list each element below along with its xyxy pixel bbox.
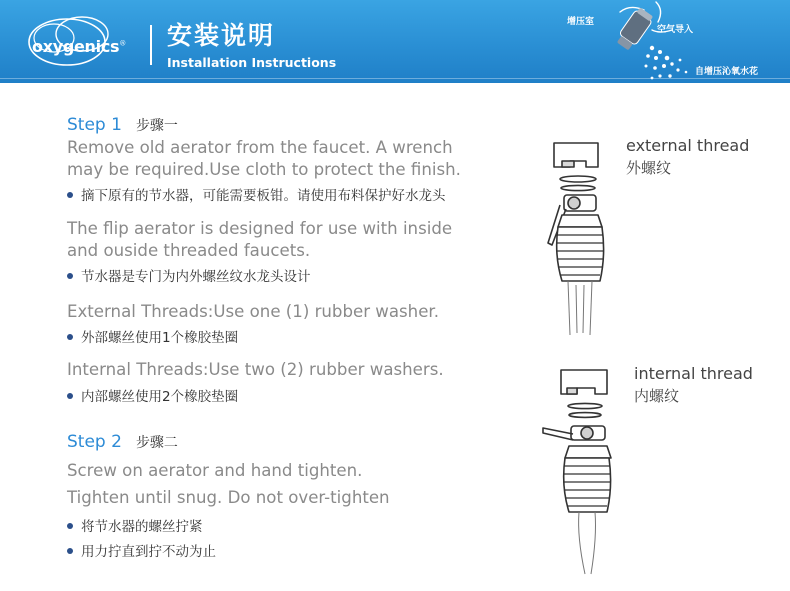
step2-bullet-tighten: 用力拧直到拧不动为止 (67, 543, 216, 561)
external-thread-label-cn: 外螺纹 (626, 159, 672, 177)
internal-threads-bullet: 内部螺丝使用2个橡胶垫圈 (67, 388, 238, 406)
external-threads-bullet: 外部螺丝使用1个橡胶垫圈 (67, 329, 238, 347)
step1-heading (67, 115, 178, 136)
logo-wordmark: oxygenics® (32, 37, 126, 56)
spray-label-chamber: 增压室 (567, 17, 595, 27)
external-thread-label: external thread (626, 136, 750, 155)
bullet-dot (67, 334, 73, 340)
page-title-en: Installation Instructions (167, 55, 337, 70)
bullet-dot (67, 192, 73, 198)
internal-thread-label-cn: 内螺纹 (634, 387, 680, 405)
step2-bullet-screw: 将节水器的螺丝拧紧 (67, 518, 203, 536)
spray-label-spray: 自增压沁氧水花 (695, 67, 759, 77)
step1-text-line1: Remove old aerator from the faucet. A wrench (67, 138, 453, 157)
flip-text-line1: The flip aerator is designed for use with inside (67, 219, 453, 238)
step2-text-line1: Screw on aerator and hand tighten. (67, 461, 363, 480)
step2-heading (67, 432, 178, 453)
external-thread-diagram (540, 135, 620, 340)
step1-label: Step 1 (67, 115, 122, 135)
internal-thread-label: internal thread (634, 364, 753, 383)
step1-label-cn: 步骤一 (135, 118, 178, 134)
bullet-dot (67, 273, 73, 279)
bullet-dot (67, 548, 73, 554)
step2-label-cn: 步骤二 (135, 435, 178, 451)
bullet-dot (67, 523, 73, 529)
spray-label-air: 空气导入 (657, 25, 694, 35)
external-threads-text: External Threads:Use one (1) rubber washer. (67, 302, 439, 321)
step2-text-line2: Tighten until snug. Do not over-tighten (67, 488, 390, 507)
flip-text-line2: and ouside threaded faucets. (67, 241, 311, 260)
internal-thread-diagram (537, 362, 622, 582)
step1-text-line2: may be required.Use cloth to protect the finish. (67, 160, 461, 179)
internal-threads-text: Internal Threads:Use two (2) rubber washers. (67, 360, 444, 379)
page-title-cn: 安装说明 (167, 21, 276, 50)
bullet-dot (67, 393, 73, 399)
flip-bullet: 节水器是专门为内外螺丝纹水龙头设计 (67, 268, 311, 286)
step1-bullet-remove: 摘下原有的节水器，可能需要板钳。请使用布料保护好水龙头 (67, 187, 446, 205)
step2-label: Step 2 (67, 432, 122, 452)
header-divider (150, 25, 152, 65)
